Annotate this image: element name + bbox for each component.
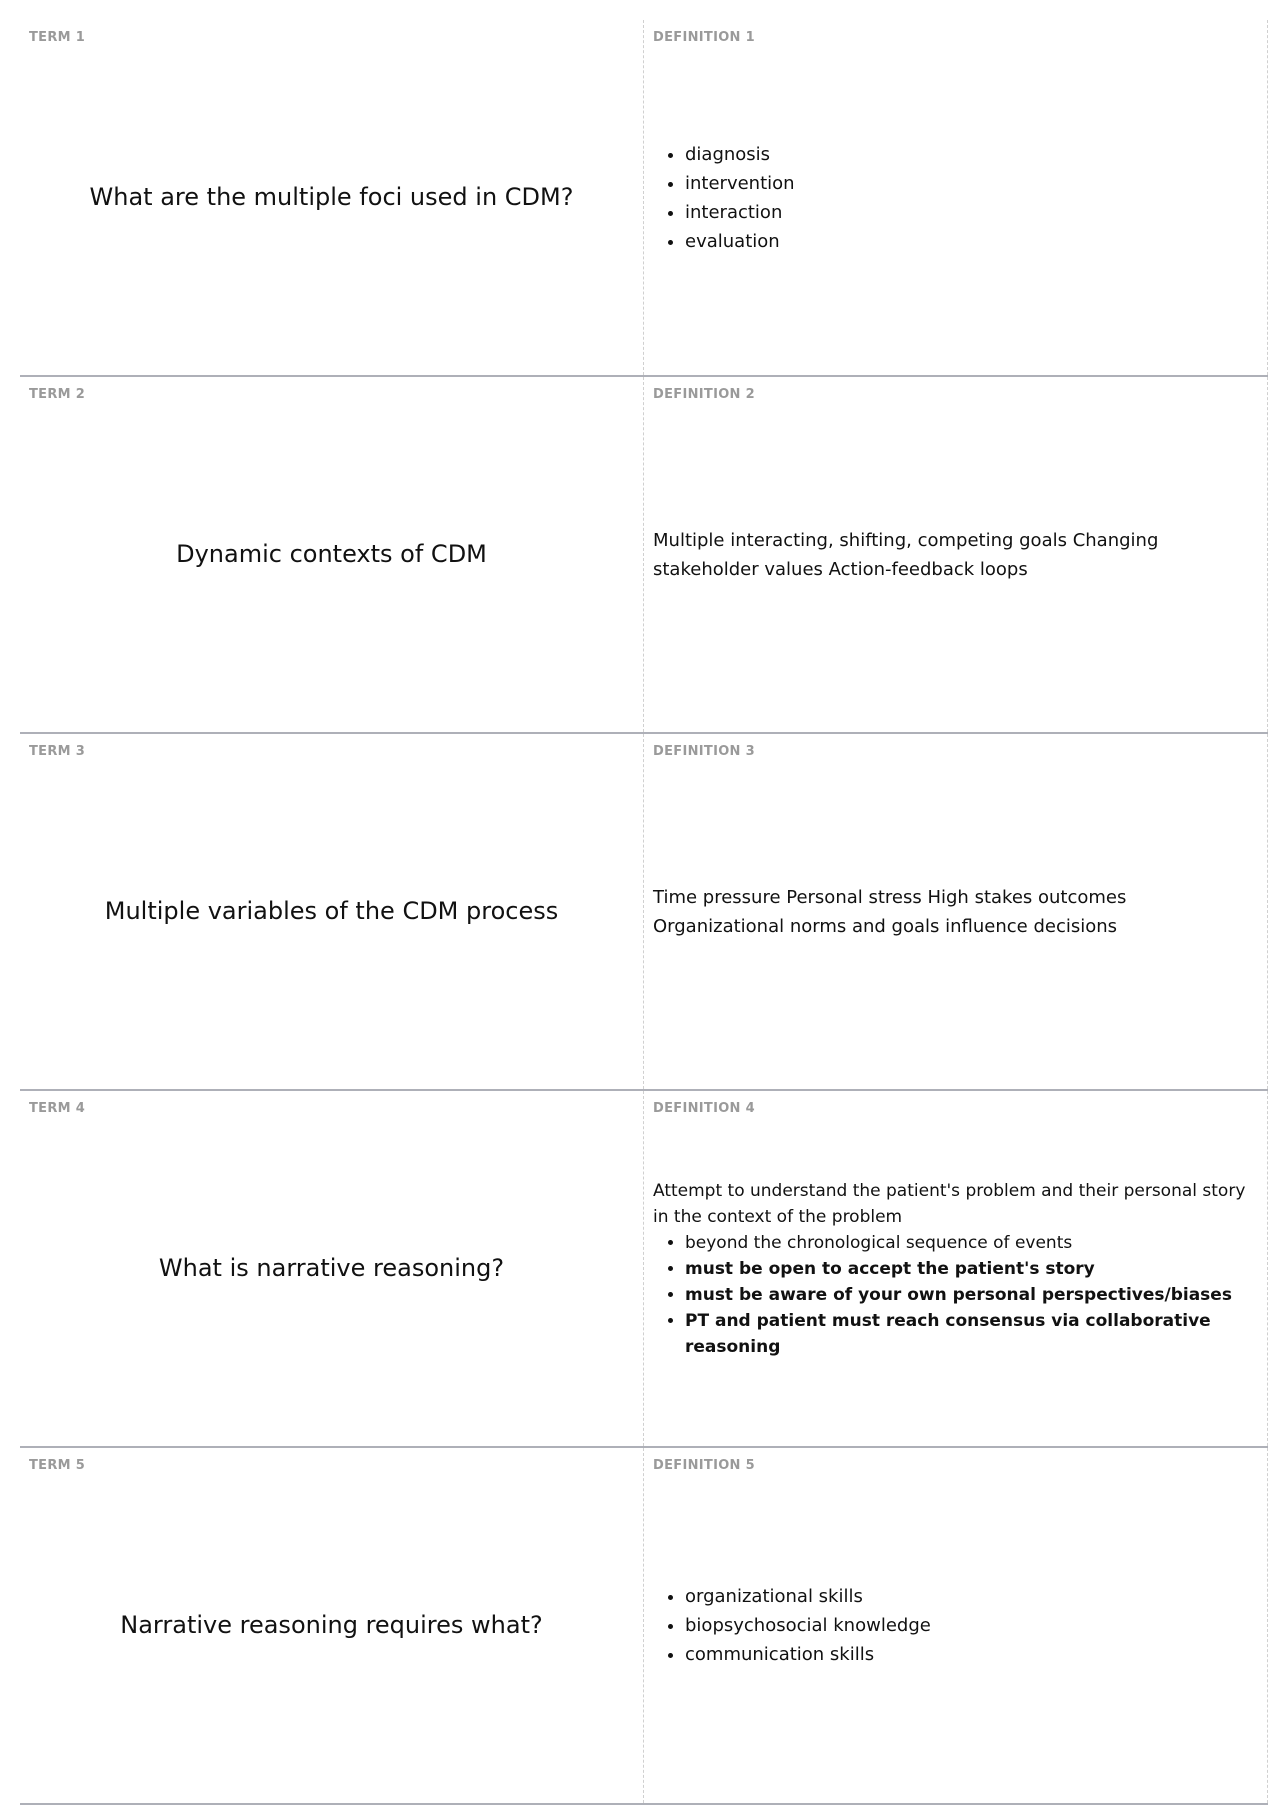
- term-text: Dynamic contexts of CDM: [176, 540, 487, 568]
- card-row: [20, 20, 1268, 377]
- definition-list-item: • evaluation: [685, 227, 795, 256]
- definition-list: [653, 1582, 931, 1669]
- definition-label: DEFINITION 3: [653, 744, 755, 759]
- definition-list-item: • must be aware of your own personal perspectives/biases: [685, 1282, 1258, 1308]
- term-label: TERM 2: [29, 387, 86, 402]
- definition-text: Time pressure Personal stress High stakes outcomes Organizational norms and goals influence decisions: [653, 886, 1127, 937]
- definition-body: [653, 140, 795, 256]
- definition-label: DEFINITION 4: [653, 1101, 755, 1116]
- definition-list: [653, 1230, 1258, 1360]
- card-row: [20, 734, 1268, 1091]
- term-cell: [20, 734, 644, 1089]
- term-text: Narrative reasoning requires what?: [120, 1611, 543, 1639]
- definition-text: Multiple interacting, shifting, competing goals Changing stakeholder values Action-feedback loops: [653, 529, 1159, 580]
- term-cell: [20, 20, 644, 375]
- definition-cell: [644, 734, 1268, 1089]
- definition-list-item: • diagnosis: [685, 140, 795, 169]
- definition-list-item: • must be open to accept the patient's story: [685, 1256, 1258, 1282]
- definition-list-item: • organizational skills: [685, 1582, 931, 1611]
- term-label: TERM 3: [29, 744, 86, 759]
- card-row: [20, 1448, 1268, 1805]
- definition-list-item: • communication skills: [685, 1640, 931, 1669]
- term-cell: [20, 1091, 644, 1446]
- definition-body: [653, 1582, 931, 1669]
- term-label: TERM 4: [29, 1101, 86, 1116]
- card-row: [20, 377, 1268, 734]
- definition-list-item: • beyond the chronological sequence of events: [685, 1230, 1258, 1256]
- definition-cell: [644, 377, 1268, 732]
- term-text: What are the multiple foci used in CDM?: [89, 183, 574, 211]
- term-label: TERM 1: [29, 30, 86, 45]
- definition-label: DEFINITION 1: [653, 30, 755, 45]
- definition-cell: [644, 20, 1268, 375]
- definition-text: Attempt to understand the patient's problem and their personal story in the context of the problem: [653, 1180, 1246, 1227]
- card-row: [20, 1091, 1268, 1448]
- definition-cell: [644, 1091, 1268, 1446]
- definition-label: DEFINITION 2: [653, 387, 755, 402]
- term-cell: [20, 377, 644, 732]
- definition-list-item: • intervention: [685, 169, 795, 198]
- definition-list-item: • biopsychosocial knowledge: [685, 1611, 931, 1640]
- definition-cell: [644, 1448, 1268, 1803]
- term-cell: [20, 1448, 644, 1803]
- term-label: TERM 5: [29, 1458, 86, 1473]
- definition-body: [653, 883, 1258, 941]
- flashcard-sheet: [20, 20, 1268, 1805]
- definition-list: [653, 140, 795, 256]
- definition-body: [653, 1178, 1258, 1360]
- definition-list-item: • PT and patient must reach consensus via collaborative reasoning: [685, 1308, 1258, 1360]
- definition-body: [653, 526, 1258, 584]
- definition-list-item: • interaction: [685, 198, 795, 227]
- term-text: What is narrative reasoning?: [158, 1254, 505, 1282]
- term-text: Multiple variables of the CDM process: [104, 897, 559, 925]
- definition-label: DEFINITION 5: [653, 1458, 755, 1473]
